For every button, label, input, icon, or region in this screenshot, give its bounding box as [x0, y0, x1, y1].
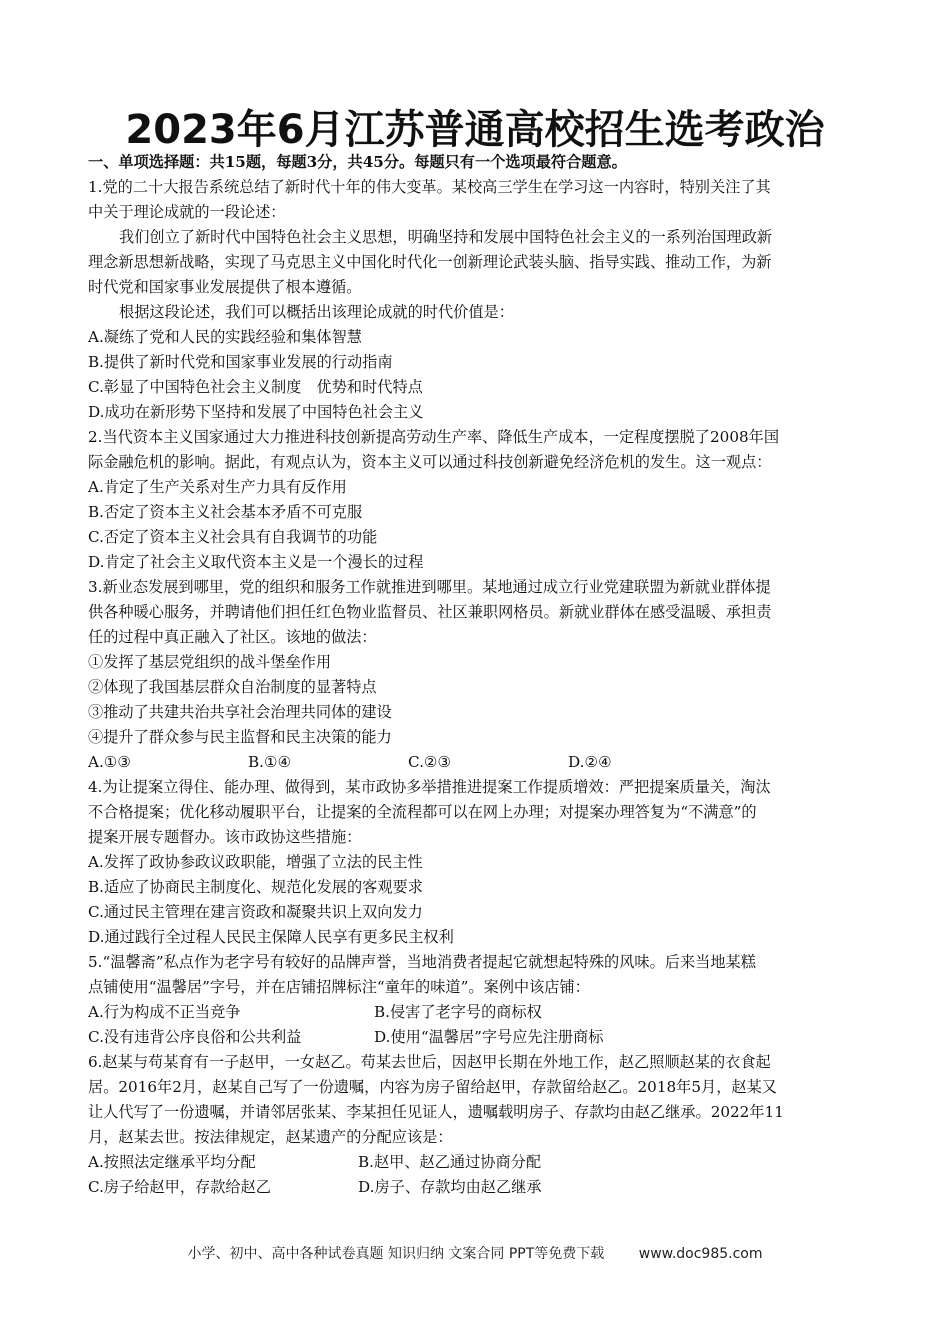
option-a: A.①③: [88, 753, 132, 771]
option-c: C.②③: [408, 753, 452, 771]
question-stem: 4.为让提案立得住、能办理、做得到，某市政协多举措推进提案工作提质增效：严把提案质量关，淘汰: [88, 778, 771, 796]
page-title: 2023年6月江苏普通高校招生选考政治: [125, 107, 825, 153]
section-heading: 一、单项选择题：共15题，每题3分，共45分。每题只有一个选项最符合题意。: [88, 153, 627, 171]
option-c: C.通过民主管理在建言资政和凝聚共识上双向发力: [88, 903, 423, 921]
question-2: [88, 425, 858, 575]
options-row: [88, 1025, 858, 1050]
option-a: A.按照法定继承平均分配: [88, 1153, 256, 1171]
option-b: B.否定了资本主义社会基本矛盾不可克服: [88, 503, 363, 521]
options-row: [88, 1150, 858, 1175]
page-footer: [0, 1243, 950, 1263]
quoted-passage: 时代党和国家事业发展提供了根本遵循。: [88, 278, 362, 296]
question-stem: 6.赵某与苟某育有一子赵甲，一女赵乙。苟某去世后，因赵甲长期在外地工作，赵乙照顺赵某的衣食起: [88, 1053, 771, 1071]
option-a: A.行为构成不正当竞争: [88, 1003, 241, 1021]
option-a: A.凝练了党和人民的实践经验和集体智慧: [88, 328, 362, 346]
statement-3: ③推动了共建共治共享社会治理共同体的建设: [88, 703, 392, 721]
option-b: B.侵害了老字号的商标权: [374, 1003, 542, 1021]
option-b: B.提供了新时代党和国家事业发展的行动指南: [88, 353, 393, 371]
quoted-passage: 理念新思想新战略，实现了马克思主义中国化时代化一创新理论武装头脑、指导实践、推动工作，为新: [88, 253, 772, 271]
question-stem: 中关于理论成就的一段论述：: [88, 203, 286, 221]
options-row: [88, 1000, 858, 1025]
option-d: D.②④: [568, 753, 612, 771]
question-stem: 5.“温馨斋”私点作为老字号有较好的品牌声誉，当地消费者提起它就想起特殊的风味。后来当地某糕: [88, 953, 756, 971]
question-stem: 供各种暖心服务，并聘请他们担任红色物业监督员、社区兼职网格员。新就业群体在感受温暖、承担责: [88, 603, 772, 621]
option-d: D.房子、存款均由赵乙继承: [358, 1178, 542, 1196]
question-3: [88, 575, 858, 775]
exam-content: [88, 150, 858, 1200]
footer-text: 小学、初中、高中各种试卷真题 知识归纳 文案合同 PPT等免费下载: [187, 1246, 605, 1262]
question-stem: 不合格提案；优化移动履职平台，让提案的全流程都可以在网上办理；对提案办理答复为“不满意”的: [88, 803, 757, 821]
question-stem: 点铺使用“温馨居”字号，并在店铺招牌标注“童年的味道”。案例中该店铺：: [88, 978, 590, 996]
options-row: [88, 750, 858, 775]
footer-link[interactable]: www.doc985.com: [638, 1246, 763, 1262]
option-b: B.赵甲、赵乙通过协商分配: [358, 1153, 542, 1171]
question-stem: 2.当代资本主义国家通过大力推进科技创新提高劳动生产率、降低生产成本，一定程度摆脱了2008年国: [88, 428, 780, 446]
options-row: [88, 1175, 858, 1200]
question-4: [88, 775, 858, 950]
option-b: B.适应了协商民主制度化、规范化发展的客观要求: [88, 878, 423, 896]
question-stem: 3.新业态发展到哪里，党的组织和服务工作就推进到哪里。某地通过成立行业党建联盟为新就业群体提: [88, 578, 771, 596]
option-c: C.彰显了中国特色社会主义制度 优势和时代特点: [88, 378, 423, 396]
question-stem: 居。2016年2月，赵某自己写了一份遗嘱，内容为房子留给赵甲，存款留给赵乙。2018年5月，赵某又: [88, 1078, 777, 1096]
question-ask: 根据这段论述，我们可以概括出该理论成就的时代价值是：: [119, 303, 514, 321]
option-c: C.否定了资本主义社会具有自我调节的功能: [88, 528, 378, 546]
statement-2: ②体现了我国基层群众自治制度的显著特点: [88, 678, 377, 696]
question-stem: 任的过程中真正融入了社区。该地的做法：: [88, 628, 377, 646]
question-stem: 提案开展专题督办。该市政协这些措施：: [88, 828, 362, 846]
question-5: [88, 950, 858, 1050]
question-6: [88, 1050, 858, 1200]
option-a: A.肯定了生产关系对生产力具有反作用: [88, 478, 347, 496]
question-stem: 让人代写了一份遗嘱，并请邻居张某、李某担任见证人，遗嘱载明房子、存款均由赵乙继承。2022年11: [88, 1103, 784, 1121]
quoted-passage: 我们创立了新时代中国特色社会主义思想，明确坚持和发展中国特色社会主义的一系列治国理政新: [119, 228, 773, 246]
question-1: [88, 175, 858, 425]
question-stem: 1.党的二十大报告系统总结了新时代十年的伟大变革。某校高三学生在学习这一内容时，特别关注了其: [88, 178, 771, 196]
statement-1: ①发挥了基层党组织的战斗堡垒作用: [88, 653, 331, 671]
option-d: D.成功在新形势下坚持和发展了中国特色社会主义: [88, 403, 424, 421]
option-a: A.发挥了政协参政议政职能，增强了立法的民主性: [88, 853, 423, 871]
question-stem: 月，赵某去世。按法律规定，赵某遗产的分配应该是：: [88, 1128, 453, 1146]
option-d: D.使用“温馨居”字号应先注册商标: [374, 1028, 604, 1046]
option-d: D.肯定了社会主义取代资本主义是一个漫长的过程: [88, 553, 424, 571]
statement-4: ④提升了群众参与民主监督和民主决策的能力: [88, 728, 392, 746]
option-c: C.没有违背公序良俗和公共利益: [88, 1028, 302, 1046]
option-c: C.房子给赵甲，存款给赵乙: [88, 1178, 271, 1196]
option-d: D.通过践行全过程人民民主保障人民享有更多民主权利: [88, 928, 454, 946]
question-stem: 际金融危机的影响。据此，有观点认为，资本主义可以通过科技创新避免经济危机的发生。这一观点：: [88, 453, 772, 471]
option-b: B.①④: [248, 753, 292, 771]
